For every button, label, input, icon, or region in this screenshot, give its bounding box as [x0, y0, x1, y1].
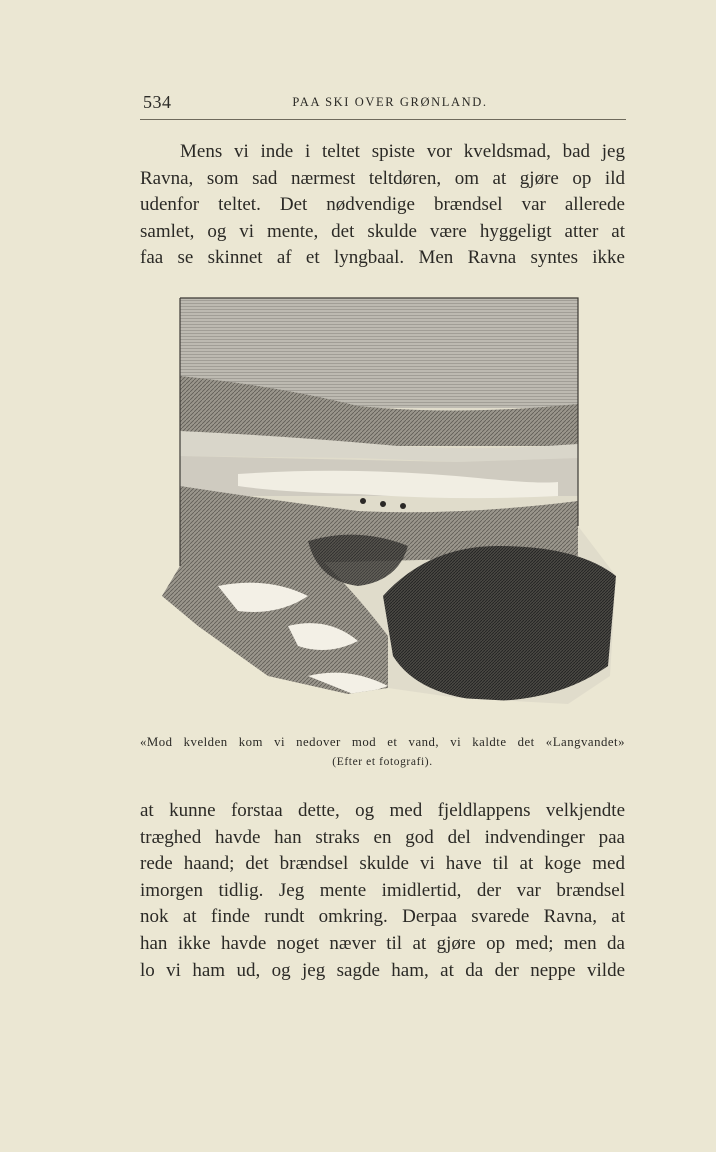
caption-text: «Mod kvelden kom vi nedover mod et vand, vi kaldte det «Langvandet»: [140, 735, 625, 749]
paragraph-top: [140, 139, 625, 272]
text-line: nok at finde rundt omkring. Derpaa svarede Ravna, at: [140, 906, 625, 928]
caption-credit: (Efter et fotografi).: [332, 756, 433, 768]
text-line: Ravna, som sad nærmest teltdøren, om at gjøre op ild: [140, 167, 625, 189]
header-rule: [140, 119, 626, 120]
text-line: Mens vi inde i teltet spiste vor kveldsmad, bad jeg: [180, 141, 625, 162]
text-line: imorgen tidlig. Jeg mente imidlertid, der var brændsel: [140, 879, 625, 901]
figure-caption: [140, 732, 625, 772]
running-head: PAA SKI OVER GRØNLAND.: [292, 95, 488, 109]
text-line: udenfor teltet. Det nødvendige brændsel var allerede: [140, 194, 625, 216]
text-line: han ikke havde noget næver til at gjøre op med; men da: [140, 932, 625, 954]
text-line: faa se skinnet af et lyngbaal. Men Ravna syntes ikke: [140, 247, 625, 269]
text-line: lo vi ham ud, og jeg sagde ham, at da der neppe vilde: [140, 959, 625, 981]
landscape-engraving: [158, 296, 618, 716]
text-line: rede haand; det brændsel skulde vi have til at koge med: [140, 853, 625, 875]
text-line: træghed havde han straks en god del indvendinger paa: [140, 826, 625, 848]
paragraph-bottom: [140, 798, 625, 984]
text-line: at kunne forstaa dette, og med fjeldlappens velkjendte: [140, 800, 625, 821]
text-line: samlet, og vi mente, det skulde være hyggeligt atter at: [140, 220, 625, 242]
page-number: 534: [143, 92, 172, 112]
